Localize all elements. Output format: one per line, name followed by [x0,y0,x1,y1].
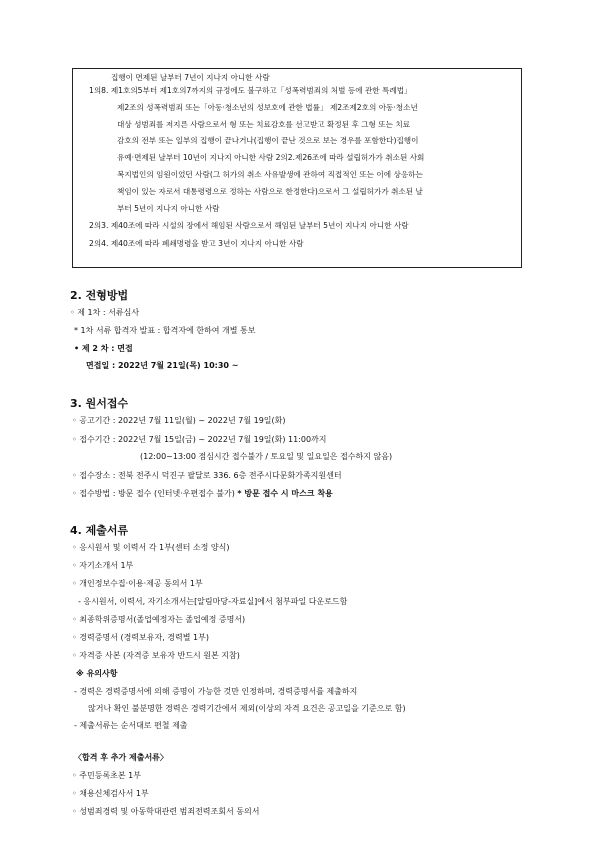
box-line: 감호의 전부 또는 일부의 집행이 끝나거나(집행이 끝난 것으로 보는 경우를 포함한다)집행이 [117,136,419,145]
list-item: ◦ 공고기간 : 2022년 7월 11일(월) ~ 2022년 7월 19일(화) [72,416,286,425]
box-line: 2의3. 제40조에 따라 시설의 장에서 해임된 사람으로서 해임된 날부터 5년이 지나지 아니한 사람 [89,221,409,230]
list-item: ◦ 자기소개서 1부 [72,561,134,570]
caution-heading: ※ 유의사항 [76,669,118,678]
caution-line: 않거나 확인 불분명한 경력은 경력기간에서 제외(이상의 자격 요건은 공고일을 기준으로 함) [88,704,406,713]
list-item [72,488,333,499]
list-item: ◦ 접수기간 : 2022년 7월 15일(금) ~ 2022년 7월 19일(화) 11:00까지 [72,435,327,444]
interview-date: 면접일 : 2022년 7월 21일(목) 10:30 ~ [86,361,239,370]
list-item: ◦ 자격증 사본 (자격증 보유자 반드시 원본 지참) [72,651,240,660]
mask-notice: * 방문 접수 시 마스크 착용 [237,489,333,498]
section-title-additional-documents: 〈합격 후 추가 제출서류〉 [74,753,168,762]
list-item: ◦ 제 1차 : 서류심사 [70,308,140,317]
eligibility-table-box [72,68,522,268]
section-title-selection-method: 2. 전형방법 [70,289,129,302]
list-item: ◦ 주민등록초본 1부 [72,771,141,780]
section-title-application: 3. 원서접수 [70,397,129,410]
list-item: ◦ 접수장소 : 전북 전주시 덕진구 팔달로 336. 6층 전주시다문화가족지원센터 [72,471,342,480]
box-line: 2의4. 제40조에 따라 폐쇄명령을 받고 3년이 지나지 아니한 사람 [89,239,304,248]
list-item: ◦ 응시원서 및 이력서 각 1부(센터 소정 양식) [72,543,230,552]
note-line: * 1차 서류 합격자 발표 : 합격자에 한하여 개별 통보 [74,326,256,335]
box-line: 제2조의 성폭력범죄 또는「아동·청소년의 성보호에 관한 법률」 제2조제2호의 아동·청소년 [117,103,418,112]
box-line: 부터 5년이 지나지 아니한 사람 [117,204,220,213]
caution-line: - 경력은 경력증명서에 의해 증명이 가능한 것만 인정하며, 경력증명서를 제출하지 [74,687,358,696]
box-line: 대상 성범죄를 저지른 사람으로서 형 또는 치료감호를 선고받고 확정된 후 그형 또는 치료 [117,120,411,129]
list-item: ◦ 최종학위증명서(졸업예정자는 졸업예정 증명서) [72,615,246,624]
box-line: 집행이 면제된 날부터 7년이 지나지 아니한 사람 [111,73,270,82]
list-item: ◦ 성범죄경력 및 아동학대관련 범죄전력조회서 동의서 [72,807,260,816]
note-line: (12:00~13:00 점심시간 접수불가 / 토요일 및 일요일은 접수하지 않음) [140,452,393,461]
section-title-documents: 4. 제출서류 [70,524,129,537]
box-line: 1의8. 제1호의5부터 제1호의7까지의 규정에도 불구하고「성폭력범죄의 처벌 등에 관한 특례법」 [89,86,412,95]
list-item: ◦ 경력증명서 (경력보유자, 경력별 1부) [72,633,209,642]
list-item: • 제 2 차 : 면접 [74,344,133,353]
application-method: ◦ 접수방법 : 방문 접수 (인터넷·우편접수 불가) [72,489,235,498]
caution-line: - 제출서류는 순서대로 편철 제출 [74,721,188,730]
box-line: 유예·면제된 날부터 10년이 지나지 아니한 사람 2의2.제26조에 따라 설립허가가 취소된 사회 [117,153,425,162]
box-line: 책임이 있는 자로서 대통령령으로 정하는 사람으로 한정한다)으로서 그 설립허가가 취소된 날 [117,187,423,196]
list-item: ◦ 채용신체검사서 1부 [72,789,149,798]
box-line: 복지법인의 임원이었던 사람(그 허가의 취소 사유발생에 관하여 직접적인 또는 이에 상응하는 [117,170,423,179]
list-item: ◦ 개인정보수집·이용·제공 동의서 1부 [72,579,203,588]
note-line: - 응시원서, 이력서, 자기소개서는[알림마당-자료실]에서 첨부파일 다운로드함 [78,597,348,606]
